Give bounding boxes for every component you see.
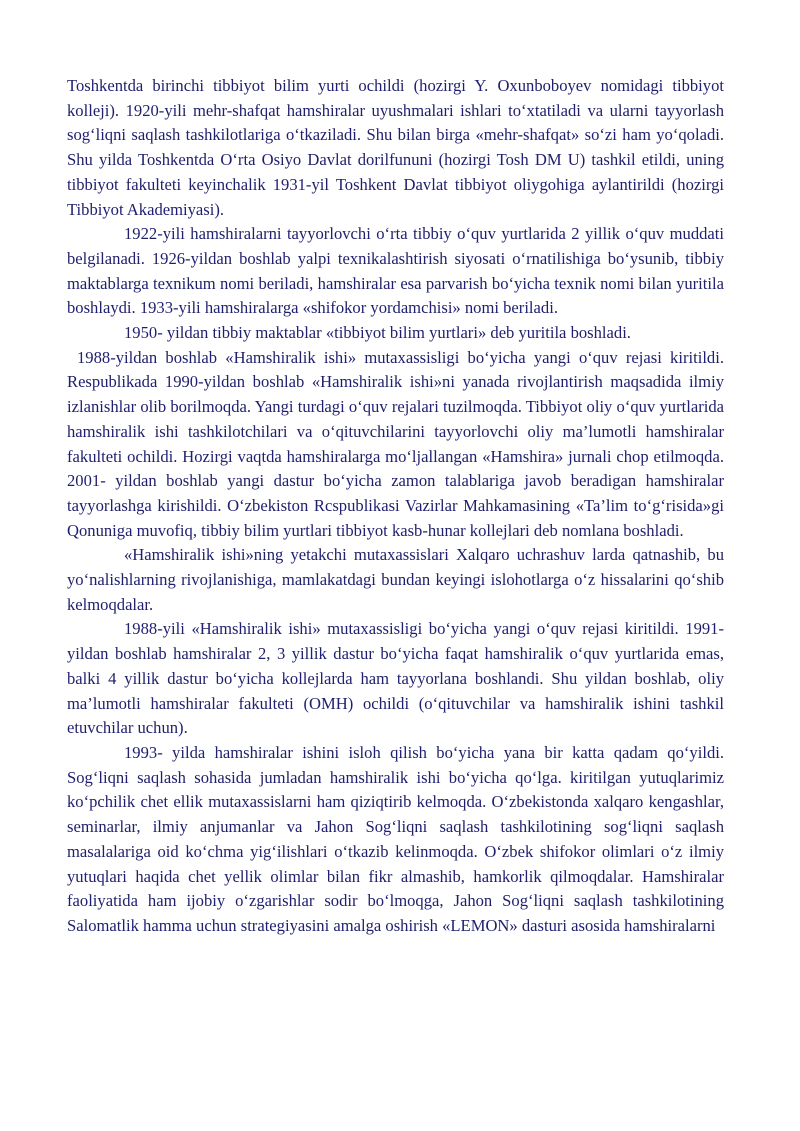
paragraph-3: 1950- yildan tibbiy maktablar «tibbiyot bilim yurtlari» deb yuritila boshladi. (124, 323, 631, 343)
paragraph-4: 1988-yildan boshlab «Hamshiralik ishi» mutaxassisligi bo‘yicha yangi o‘quv rejasi kiritildi. Respublikada 1990-yildan boshlab «Hamshiralik ishi»ni yanada rivojlantirish maqsadida ilmiy izlanishlar olib borilmoqda. Yangi turdagi o‘quv rejalari tuzilmoqda. Tibbiyot oliy o‘quv yurtlarida hamshiralik ishi tashkilotchilari va o‘qituvchilarini tayyorlovchi oliy ma’lumotli hamshiralar fakulteti ochildi. Hozirgi vaqtda hamshiralarga mo‘ljallangan «Hamshira» jurnali chop etilmoqda. 2001- yildan boshlab yangi dastur bo‘yicha zamon talablariga javob beradigan hamshiralar tayyorlashga kirishildi. O‘zbekiston Rcspublikasi Vazirlar Mahkamasining «Ta’lim to‘g‘risida»gi Qonuniga muvofiq, tibbiy bilim yurtlari tibbiyot kasb-hunar kollejlari deb nomlana boshladi. (67, 347, 724, 540)
paragraph-5: «Hamshiralik ishi»ning yetakchi mutaxassislari Xalqaro uchrashuv larda qatnashib, bu yo‘nalishlarning rivojlanishiga, mamlakatdagi bundan keyingi islohotlarga o‘z hissalarini qo‘shib kelmoqdalar. (67, 545, 724, 614)
paragraph-7: 1993- yilda hamshiralar ishini isloh qilish bo‘yicha yana bir katta qadam qo‘yildi. Sog‘liqni saqlash sohasida jumladan hamshiralik ishi bo‘yicha qo‘lga. kiritilgan yutuqlarimiz ko‘pchilik chet ellik mutaxassislarni ham qiziqtirib kelmoqda. O‘zbekistonda xalqaro kengashlar, seminarlar, ilmiy anjumanlar va Jahon Sog‘liqni saqlash tashkilotining sog‘liqni saqlash masalalariga oid ko‘chma yig‘ilishlari o‘tkazib kelinmoqda. O‘zbek shifokor olimlari o‘z ilmiy yutuqlari haqida chet yellik olimlar bilan fikr almashib, hamkorlik qilmoqdalar. Hamshiralar faoliyatida ham ijobiy o‘zgarishlar sodir bo‘lmoqga, Jahon Sog‘liqni saqlash tashkilotining Salomatlik hamma uchun strategiyasini amalga oshirish «LEMON» dasturi asosida hamshiralarni (67, 742, 724, 935)
paragraph-1: Toshkentda birinchi tibbiyot bilim yurti ochildi (hozirgi Y. Oxunboboyev nomidagi tibbiyot kolleji). 1920-yili mehr-shafqat hamshiralar uyushmalari ishlari to‘xtatiladi va ularni tayyorlash sog‘liqni saqlash tashkilotlariga o‘tkaziladi. Shu bilan birga «mehr-shafqat» so‘zi ham yo‘qoladi. Shu yilda Toshkentda O‘rta Osiyo Davlat dorilfununi (hozirgi Tosh DM U) tashkil etildi, uning tibbiyot fakulteti keyinchalik 1931-yil Toshkent Davlat tibbiyot oliygohiga aylantirildi (hozirgi Tibbiyot Akademiyasi). (67, 76, 724, 219)
paragraph-2: 1922-yili hamshiralarni tayyorlovchi o‘rta tibbiy o‘quv yurtlarida 2 yillik o‘quv muddati belgilanadi. 1926-yildan boshlab yalpi texnikalashtirish siyosati o‘rnatilishiga bo‘ysunib, tibbiy maktablarga texnikum nomi beriladi, hamshiralar esa parvarish bo‘yicha texnik nomi bilan yuritila boshlaydi. 1933-yili hamshiralarga «shifokor yordamchisi» nomi beriladi. (67, 224, 724, 318)
paragraph-6: 1988-yili «Hamshiralik ishi» mutaxassisligi bo‘yicha yangi o‘quv rejasi kiritildi. 1991-yildan boshlab hamshiralar 2, 3 yillik dastur bo‘yicha faqat hamshiralik o‘quv yurtlarida emas, balki 4 yillik dastur bo‘yicha kollejlarda ham tayyorlana boshlandi. Shu yildan boshlab, oliy ma’lumotli hamshiralar fakulteti (OMH) ochildi (o‘qituvchilar va hamshiralik ishini tashkil etuvchilar uchun). (67, 619, 724, 738)
document-page (67, 74, 724, 939)
